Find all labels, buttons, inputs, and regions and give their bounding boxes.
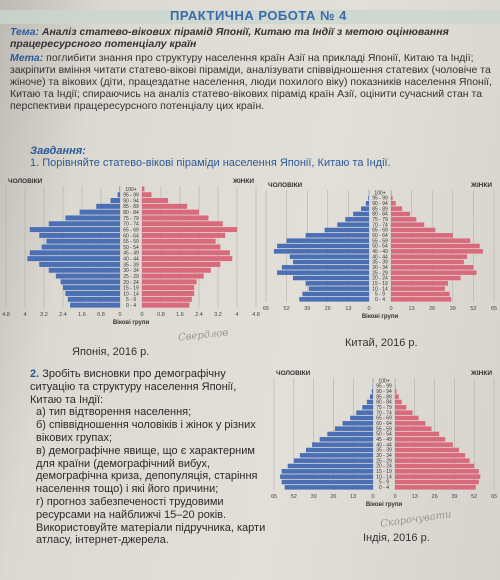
age-group-label: 15 - 19 xyxy=(372,281,388,287)
age-group-label: 45 - 49 xyxy=(123,250,139,257)
age-group-label: 90 - 94 xyxy=(376,389,392,395)
female-bar xyxy=(395,389,397,394)
male-bar xyxy=(361,206,369,211)
male-bar xyxy=(350,416,373,421)
age-group-label: 40 - 44 xyxy=(372,254,388,261)
age-group-label: 95 - 99 xyxy=(372,195,388,202)
age-group-label: 50 - 54 xyxy=(376,431,392,438)
female-bar xyxy=(142,297,192,302)
x-tick-label: 4.8 xyxy=(252,312,260,318)
female-bar xyxy=(395,421,425,426)
female-bar xyxy=(391,196,393,201)
task-2-note: Використовуйте матеріали підручника, карти атласу, інтернет-джерела. xyxy=(36,521,266,547)
male-bar xyxy=(290,254,369,259)
female-bar xyxy=(391,212,410,217)
male-bar xyxy=(70,303,120,308)
female-bar xyxy=(142,279,197,284)
x-tick-label: 2.4 xyxy=(59,312,67,318)
female-bar xyxy=(391,297,451,302)
female-bar xyxy=(391,276,461,281)
legend-male-label: ЧОЛОВІКИ xyxy=(268,182,303,189)
age-group-label: 50 - 54 xyxy=(123,244,139,251)
pyramid-svg xyxy=(262,176,498,328)
age-group-label: 65 - 69 xyxy=(123,227,139,234)
female-bar xyxy=(395,464,474,469)
age-group-label: 20 - 24 xyxy=(376,463,392,470)
male-bar xyxy=(65,215,120,220)
male-bar xyxy=(337,222,369,227)
topic-paragraph xyxy=(10,26,490,50)
goal-paragraph xyxy=(10,52,492,112)
male-bar xyxy=(300,453,373,458)
task-2-number: 2. xyxy=(30,368,40,380)
male-bar xyxy=(274,249,369,254)
male-bar xyxy=(49,268,120,273)
female-bar xyxy=(142,303,190,308)
china-caption: Китай, 2016 р. xyxy=(345,337,418,349)
male-bar xyxy=(49,221,120,226)
male-bar xyxy=(56,274,120,279)
tasks-label: Завдання: xyxy=(30,145,86,157)
age-group-label: 70 - 74 xyxy=(372,222,388,229)
male-bar xyxy=(370,394,373,399)
male-bar xyxy=(366,201,369,206)
age-group-label: 0 - 4 xyxy=(378,485,390,491)
task-2-item-a: а) тип відтворення населення; xyxy=(36,406,192,419)
male-bar xyxy=(302,292,369,297)
age-group-label: 100+ xyxy=(374,190,386,197)
age-group-label: 60 - 64 xyxy=(372,233,388,239)
age-group-label: 10 - 14 xyxy=(376,474,392,481)
x-tick-label: 0.8 xyxy=(157,312,165,318)
age-group-label: 15 - 19 xyxy=(123,285,139,292)
female-bar xyxy=(391,233,453,238)
pyramid-svg xyxy=(270,364,498,516)
goal-label: Мета: xyxy=(10,52,44,64)
female-bar xyxy=(391,270,477,275)
age-group-label: 45 - 49 xyxy=(376,437,392,443)
x-tick-label: 2.4 xyxy=(195,312,203,318)
age-group-label: 65 - 69 xyxy=(376,415,392,422)
age-group-label: 35 - 39 xyxy=(123,262,139,269)
goal-text: поглибити знання про структуру населення країн Азії на прикладі Японії, Китаю та Індії; закріпити вміння читати статево-вікові піраміди, аналізувати співвідношення статевих (чоловіче та жіноче) та вікових (діти, працездатне населення, люди похилого віку) показників населення Японії, Китаю та Індії; спираючись на аналіз статево-вікових пірамід країн Азії, оцінити сучасний стан та перспективи працересурсного потенціалу цих країн. xyxy=(10,52,493,112)
male-bar xyxy=(367,400,373,405)
legend-female-label: ЖІНКИ xyxy=(470,370,492,377)
male-bar xyxy=(61,279,120,284)
female-bar xyxy=(391,292,450,297)
female-bar xyxy=(391,249,483,254)
x-tick-label: 0 xyxy=(367,306,371,312)
female-bar xyxy=(391,228,435,233)
x-tick-label: 13 xyxy=(408,306,415,312)
female-bar xyxy=(391,286,445,291)
male-bar xyxy=(362,405,373,410)
female-bar xyxy=(395,442,453,447)
female-bar xyxy=(391,281,448,286)
male-bar xyxy=(356,410,373,415)
topic-text: Аналіз статево-вікових пірамід Японії, Китаю та Індії з метою оцінювання працересурсного потенціалу країн xyxy=(10,26,449,50)
female-bar xyxy=(395,432,439,437)
age-group-label: 0 - 4 xyxy=(125,303,137,309)
male-bar xyxy=(293,260,369,265)
male-bar xyxy=(68,297,120,302)
female-bar xyxy=(395,400,402,405)
male-bar xyxy=(306,448,373,453)
age-group-label: 75 - 79 xyxy=(376,405,392,411)
x-tick-label: 52 xyxy=(290,494,297,500)
x-tick-label: 13 xyxy=(411,494,418,500)
female-bar xyxy=(142,268,211,273)
x-tick-label: 0 xyxy=(393,494,397,500)
age-group-label: 70 - 74 xyxy=(123,221,139,228)
age-group-label: 90 - 94 xyxy=(372,201,388,207)
age-group-label: 30 - 34 xyxy=(123,268,139,275)
topic-label: Тема: xyxy=(10,26,39,38)
age-group-label: 80 - 84 xyxy=(123,210,139,217)
x-tick-label: 4 xyxy=(23,312,27,318)
legend-female-label: ЖІНКИ xyxy=(232,178,254,185)
female-bar xyxy=(391,265,473,270)
male-bar xyxy=(343,421,373,426)
female-bar xyxy=(395,437,445,442)
female-bar xyxy=(142,239,216,244)
x-tick-label: 65 xyxy=(270,494,278,500)
male-bar xyxy=(39,233,120,238)
china-pyramid-chart xyxy=(262,176,498,328)
age-group-label: 20 - 24 xyxy=(372,275,388,282)
female-bar xyxy=(395,448,459,453)
x-tick-label: 3.2 xyxy=(40,312,48,318)
pencil-note-2: Скорочувати xyxy=(379,509,453,530)
female-bar xyxy=(142,198,168,203)
india-caption: Індія, 2016 р. xyxy=(363,532,430,544)
age-group-label: 10 - 14 xyxy=(372,286,388,293)
legend-male-label: ЧОЛОВІКИ xyxy=(8,178,43,185)
female-bar xyxy=(142,285,194,290)
task-2-item-b: б) співвідношення чоловіків і жінок у різних вікових групах; xyxy=(36,419,256,444)
male-bar xyxy=(335,426,373,431)
male-bar xyxy=(372,389,373,394)
male-bar xyxy=(282,469,373,474)
task-2-item-c: в) демографічне явище, що є характерним для країни (демографічний вибух, демографічна криза, депопуляція, старіння населення тощо) і які його причини; xyxy=(36,444,258,496)
x-tick-label: 4.8 xyxy=(2,312,10,318)
male-bar xyxy=(277,244,369,249)
age-group-label: 90 - 94 xyxy=(123,198,139,205)
male-bar xyxy=(96,204,120,209)
female-bar xyxy=(142,186,144,191)
legend-male-label: ЧОЛОВІКИ xyxy=(276,370,311,377)
age-axis-label: Вікові групи xyxy=(112,320,150,326)
age-group-label: 80 - 84 xyxy=(376,399,392,406)
age-group-label: 15 - 19 xyxy=(376,469,392,475)
female-bar xyxy=(142,233,225,238)
male-bar xyxy=(282,480,373,485)
male-bar xyxy=(294,458,373,463)
x-tick-label: 0 xyxy=(140,312,144,318)
female-bar xyxy=(391,217,416,222)
female-bar xyxy=(391,222,424,227)
female-bar xyxy=(395,474,480,479)
female-bar xyxy=(395,453,465,458)
age-group-label: 35 - 39 xyxy=(376,447,392,454)
female-bar xyxy=(142,262,220,267)
male-bar xyxy=(327,432,373,437)
female-bar xyxy=(391,244,480,249)
female-bar xyxy=(391,238,470,243)
female-bar xyxy=(395,426,432,431)
male-bar xyxy=(345,217,369,222)
female-bar xyxy=(142,215,209,220)
male-bar xyxy=(65,291,120,296)
male-bar xyxy=(285,485,373,490)
male-bar xyxy=(27,256,120,261)
x-tick-label: 52 xyxy=(471,494,478,500)
x-tick-label: 39 xyxy=(304,306,311,312)
x-tick-label: 0 xyxy=(389,306,393,312)
male-bar xyxy=(309,286,369,291)
female-bar xyxy=(395,458,470,463)
age-group-label: 60 - 64 xyxy=(376,421,392,427)
pencil-note-1: Свердлов xyxy=(177,327,229,344)
female-bar xyxy=(391,201,396,206)
age-group-label: 25 - 29 xyxy=(123,273,139,280)
female-bar xyxy=(395,394,399,399)
female-bar xyxy=(142,250,230,255)
male-bar xyxy=(320,437,373,442)
male-bar xyxy=(46,239,120,244)
female-bar xyxy=(142,221,223,226)
japan-caption: Японія, 2016 р. xyxy=(72,346,150,358)
female-bar xyxy=(395,405,406,410)
female-bar xyxy=(142,192,152,197)
x-tick-label: 1.6 xyxy=(78,312,86,318)
age-group-label: 25 - 29 xyxy=(376,458,392,465)
male-bar xyxy=(80,210,120,215)
male-bar xyxy=(288,464,373,469)
age-group-label: 75 - 79 xyxy=(123,215,139,222)
x-tick-label: 52 xyxy=(470,306,477,312)
x-tick-label: 39 xyxy=(451,494,458,500)
male-bar xyxy=(287,238,369,243)
age-group-label: 40 - 44 xyxy=(123,256,139,263)
age-group-label: 85 - 89 xyxy=(376,394,392,401)
task-2-block xyxy=(30,368,270,547)
male-bar xyxy=(118,192,120,197)
male-bar xyxy=(39,262,120,267)
x-tick-label: 26 xyxy=(324,306,331,312)
age-group-label: 5 - 9 xyxy=(125,297,137,304)
female-bar xyxy=(391,260,464,265)
age-group-label: 40 - 44 xyxy=(376,442,392,449)
male-bar xyxy=(353,212,369,217)
male-bar xyxy=(306,281,369,286)
age-group-label: 35 - 39 xyxy=(372,259,388,266)
x-tick-label: 0.8 xyxy=(97,312,105,318)
female-bar xyxy=(395,410,413,415)
male-bar xyxy=(306,233,369,238)
x-tick-label: 1.6 xyxy=(176,312,184,318)
age-group-label: 0 - 4 xyxy=(374,297,386,303)
male-bar xyxy=(111,198,121,203)
x-tick-label: 13 xyxy=(350,494,357,500)
male-bar xyxy=(312,442,373,447)
task-2-intro-text: Зробіть висновки про демографічну ситуацію та структуру населення Японії, Китаю та Індії: xyxy=(30,368,237,406)
age-group-label: 5 - 9 xyxy=(374,291,386,298)
female-bar xyxy=(142,204,187,209)
pyramid-svg xyxy=(2,172,260,334)
male-bar xyxy=(30,250,120,255)
age-group-label: 50 - 54 xyxy=(372,243,388,250)
age-axis-label: Вікові групи xyxy=(361,314,399,320)
male-bar xyxy=(30,227,120,232)
page-title: ПРАКТИЧНА РОБОТА № 4 xyxy=(170,8,347,23)
age-group-label: 100+ xyxy=(125,186,137,193)
female-bar xyxy=(391,254,467,259)
female-bar xyxy=(142,227,237,232)
male-bar xyxy=(277,270,369,275)
male-bar xyxy=(299,297,369,302)
female-bar xyxy=(142,256,232,261)
age-group-label: 45 - 49 xyxy=(372,249,388,255)
male-bar xyxy=(368,196,369,201)
age-group-label: 80 - 84 xyxy=(372,211,388,218)
male-bar xyxy=(280,474,373,479)
task-1-text: 1. Порівняйте статево-вікові піраміди населення Японії, Китаю та Індії. xyxy=(30,157,391,169)
age-group-label: 60 - 64 xyxy=(123,233,139,240)
age-axis-label: Вікові групи xyxy=(365,502,403,508)
task-2-item-d: г) прогноз забезпеченості трудовими ресурсами на найближчі 15–20 років. xyxy=(36,495,227,521)
female-bar xyxy=(391,206,402,211)
female-bar xyxy=(395,469,479,474)
india-pyramid-chart xyxy=(270,364,498,516)
x-tick-label: 0 xyxy=(371,494,375,500)
female-bar xyxy=(142,244,220,249)
x-tick-label: 39 xyxy=(310,494,317,500)
x-tick-label: 65 xyxy=(490,494,498,500)
age-group-label: 85 - 89 xyxy=(372,206,388,213)
age-group-label: 75 - 79 xyxy=(372,217,388,223)
female-bar xyxy=(142,274,204,279)
male-bar xyxy=(42,244,120,249)
female-bar xyxy=(395,416,419,421)
male-bar xyxy=(293,276,369,281)
x-tick-label: 26 xyxy=(431,494,438,500)
male-bar xyxy=(282,265,369,270)
x-tick-label: 26 xyxy=(330,494,337,500)
legend-female-label: ЖІНКИ xyxy=(470,182,492,189)
age-group-label: 55 - 59 xyxy=(123,239,139,246)
age-group-label: 95 - 99 xyxy=(376,383,392,390)
age-group-label: 100+ xyxy=(378,378,390,385)
age-group-label: 30 - 34 xyxy=(372,265,388,271)
age-group-label: 95 - 99 xyxy=(123,192,139,199)
female-bar xyxy=(142,291,194,296)
age-group-label: 30 - 34 xyxy=(376,453,392,459)
x-tick-label: 65 xyxy=(490,306,498,312)
age-group-label: 10 - 14 xyxy=(123,291,139,298)
female-bar xyxy=(395,480,479,485)
female-bar xyxy=(395,485,476,490)
age-group-label: 20 - 24 xyxy=(123,279,139,286)
male-bar xyxy=(63,285,120,290)
age-group-label: 55 - 59 xyxy=(372,238,388,245)
x-tick-label: 13 xyxy=(345,306,352,312)
age-group-label: 65 - 69 xyxy=(372,227,388,234)
task-2-intro xyxy=(30,368,270,406)
x-tick-label: 4 xyxy=(235,312,239,318)
x-tick-label: 3.2 xyxy=(214,312,222,318)
x-tick-label: 26 xyxy=(429,306,436,312)
x-tick-label: 0 xyxy=(118,312,122,318)
x-tick-label: 52 xyxy=(283,306,290,312)
x-tick-label: 65 xyxy=(262,306,270,312)
age-group-label: 55 - 59 xyxy=(376,426,392,433)
x-tick-label: 39 xyxy=(449,306,456,312)
age-group-label: 25 - 29 xyxy=(372,270,388,277)
japan-pyramid-chart xyxy=(2,172,260,334)
female-bar xyxy=(142,210,199,215)
age-group-label: 70 - 74 xyxy=(376,410,392,417)
age-group-label: 5 - 9 xyxy=(378,479,390,486)
age-group-label: 85 - 89 xyxy=(123,204,139,211)
male-bar xyxy=(325,228,369,233)
